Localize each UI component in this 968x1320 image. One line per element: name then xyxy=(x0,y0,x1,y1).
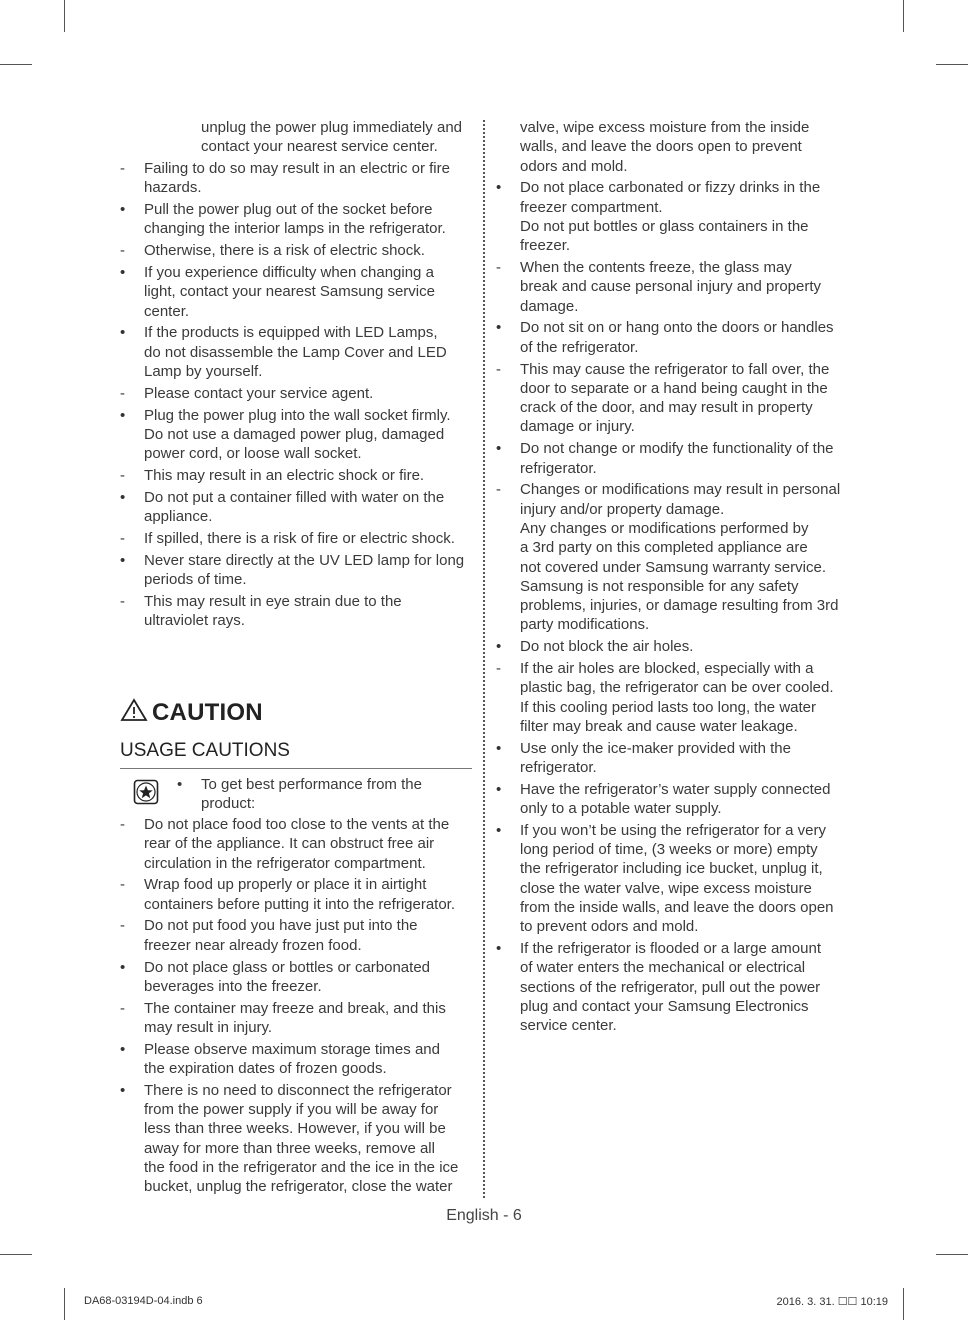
text-line: from the inside walls, and leave the doors open xyxy=(520,899,834,917)
text-line: freezer compartment. xyxy=(520,198,663,216)
dash-item xyxy=(118,916,474,955)
text-line: Plug the power plug into the wall socket firmly. xyxy=(144,406,451,424)
text-line: less than three weeks. However, if you will be xyxy=(144,1120,446,1138)
text-line: unplug the power plug immediately and xyxy=(201,119,462,136)
dash-marker xyxy=(118,592,136,611)
bullet-item xyxy=(118,406,474,464)
bullet-marker xyxy=(494,821,512,840)
text-line: If you experience difficulty when changing a xyxy=(144,264,434,282)
text-line: If the air holes are blocked, especially with a xyxy=(520,660,814,678)
bullet-item xyxy=(118,958,474,997)
bullet-item xyxy=(494,318,850,357)
imprint-date: 2016. 3. 31. ☐☐ 10:19 xyxy=(776,1296,888,1308)
text-line: of water enters the mechanical or electrical xyxy=(520,959,806,977)
dash-item xyxy=(118,999,474,1038)
text-line: Do not put bottles or glass containers in the xyxy=(520,217,809,235)
text-line: Do not sit on or hang onto the doors or handles xyxy=(520,319,834,337)
text-line: valve, wipe excess moisture from the inside xyxy=(520,119,810,136)
dash-marker xyxy=(118,241,136,260)
text-line: may result in injury. xyxy=(144,1018,273,1036)
text-line: filter may break and cause water leakage. xyxy=(520,717,798,735)
bullet-item xyxy=(494,939,850,1035)
bullet-marker xyxy=(118,406,136,425)
text-line: refrigerator. xyxy=(520,459,597,477)
crop-mark xyxy=(0,1254,32,1255)
text-line: only to a potable water supply. xyxy=(520,800,722,818)
bullet-marker xyxy=(494,939,512,958)
warning-triangle-icon xyxy=(120,698,148,722)
text-line: Otherwise, there is a risk of electric shock. xyxy=(144,242,425,260)
bullet-item xyxy=(118,551,474,590)
right-column xyxy=(494,118,850,1038)
text-line: freezer. xyxy=(520,237,571,255)
bullet-marker xyxy=(118,551,136,570)
text-line: hazards. xyxy=(144,179,202,197)
star-note-icon xyxy=(133,779,159,805)
bullet-marker xyxy=(118,263,136,282)
caution-heading-text: CAUTION xyxy=(152,699,263,726)
dash-item xyxy=(118,529,474,548)
text-line: If spilled, there is a risk of fire or electric shock. xyxy=(144,529,455,547)
text-line: This may result in an electric shock or fire. xyxy=(144,467,425,485)
bullet-marker xyxy=(494,318,512,337)
text-line: If the products is equipped with LED Lamps, xyxy=(144,324,438,342)
text-line: Failing to do so may result in an electric or fire xyxy=(144,160,450,178)
bullet-item xyxy=(494,178,850,255)
text-line: problems, injuries, or damage resulting from 3rd xyxy=(520,597,839,615)
bullet-marker xyxy=(118,200,136,219)
bullet-marker xyxy=(494,739,512,758)
text-line: refrigerator. xyxy=(520,759,597,776)
text-line: Do not place food too close to the vents at the xyxy=(144,816,450,833)
text-line: injury and/or property damage. xyxy=(520,500,725,518)
text-line: plastic bag, the refrigerator can be over cooled. xyxy=(520,679,834,697)
text-line: Have the refrigerator’s water supply connected xyxy=(520,780,831,798)
dash-item xyxy=(494,258,850,316)
text-line: long period of time, (3 weeks or more) empty xyxy=(520,841,818,859)
text-line: Do not put food you have just put into the xyxy=(144,917,418,935)
crop-mark xyxy=(64,1288,65,1320)
text-line: There is no need to disconnect the refrigerator xyxy=(144,1081,452,1099)
dash-item xyxy=(118,592,474,631)
text-line: Please contact your service agent. xyxy=(144,384,374,402)
bullet-marker xyxy=(494,439,512,458)
bullet-marker xyxy=(494,637,512,656)
text-line: plug and contact your Samsung Electronics xyxy=(520,998,809,1016)
bullet-marker xyxy=(494,780,512,799)
crop-mark xyxy=(0,64,32,65)
bullet-marker xyxy=(118,958,136,977)
bullet-item xyxy=(118,263,474,321)
text-line: containers before putting it into the refrigerator. xyxy=(144,895,456,913)
note-line: To get best performance from the xyxy=(201,776,422,793)
text-line: freezer near already frozen food. xyxy=(144,936,362,954)
dash-item xyxy=(494,480,850,634)
text-line: Never stare directly at the UV LED lamp for long xyxy=(144,551,465,569)
text-line: walls, and leave the doors open to prevent xyxy=(520,138,802,156)
text-line: Do not block the air holes. xyxy=(520,638,694,656)
text-line: circulation in the refrigerator compartment. xyxy=(144,854,426,872)
text-line: to prevent odors and mold. xyxy=(520,918,699,936)
bullet-marker xyxy=(118,1081,136,1100)
text-line: center. xyxy=(144,302,190,320)
crop-mark xyxy=(936,64,968,65)
bullet-item xyxy=(118,323,474,381)
bullet-item xyxy=(494,821,850,937)
text-line: beverages into the freezer. xyxy=(144,977,322,995)
text-line: service center. xyxy=(520,1017,617,1035)
crop-mark xyxy=(903,1288,904,1320)
text-line: Do not change or modify the functionality of the xyxy=(520,440,834,458)
crop-mark xyxy=(64,0,65,32)
dash-marker xyxy=(118,466,136,485)
dash-item xyxy=(118,875,474,914)
text-line: periods of time. xyxy=(144,571,247,589)
text-line: the food in the refrigerator and the ice in the ice xyxy=(144,1159,459,1177)
page-number: English - 6 xyxy=(446,1207,522,1224)
text-line: do not disassemble the Lamp Cover and LED xyxy=(144,343,447,361)
text-line: door to separate or a hand being caught in the xyxy=(520,379,828,397)
bullet-item xyxy=(494,780,850,819)
dash-item xyxy=(118,241,474,260)
text-line: Samsung is not responsible for any safety xyxy=(520,577,799,595)
text-line: If the refrigerator is flooded or a large amount xyxy=(520,940,821,958)
bullet-marker xyxy=(494,178,512,197)
dash-item xyxy=(118,466,474,485)
dash-marker xyxy=(494,258,512,277)
note-line: product: xyxy=(201,795,256,813)
text-line: away for more than three weeks, remove all xyxy=(144,1139,435,1157)
crop-mark xyxy=(903,0,904,32)
text-line: bucket, unplug the refrigerator, close the water xyxy=(144,1178,453,1196)
text-line: sections of the refrigerator, pull out the power xyxy=(520,978,821,996)
text-line: odors and mold. xyxy=(520,157,628,175)
text-line: This may result in eye strain due to the xyxy=(144,592,402,610)
text-line: close the water valve, wipe excess moisture xyxy=(520,879,812,897)
text-line: of the refrigerator. xyxy=(520,338,639,356)
text-line: the expiration dates of frozen goods. xyxy=(144,1060,387,1078)
text-line: light, contact your nearest Samsung service xyxy=(144,283,435,301)
text-line: break and cause personal injury and property xyxy=(520,278,822,296)
dash-marker xyxy=(118,384,136,403)
left-column-top xyxy=(118,118,474,633)
dash-marker xyxy=(494,360,512,379)
text-line: Use only the ice-maker provided with the xyxy=(520,739,791,757)
text-line: the refrigerator including ice bucket, unplug it, xyxy=(520,860,823,878)
heading-rule xyxy=(120,768,472,769)
text-line: party modifications. xyxy=(520,616,650,634)
text-line: Any changes or modifications performed by xyxy=(520,519,809,537)
paragraph-item xyxy=(118,118,474,157)
text-line: crack of the door, and may result in property xyxy=(520,399,813,417)
text-line: rear of the appliance. It can obstruct free air xyxy=(144,835,435,853)
dash-item xyxy=(118,159,474,198)
dash-item xyxy=(494,659,850,736)
text-line: This may cause the refrigerator to fall over, the xyxy=(520,360,830,378)
text-line: ultraviolet rays. xyxy=(144,612,245,630)
dash-marker xyxy=(118,875,136,894)
left-column-bottom xyxy=(118,815,474,1199)
dash-marker xyxy=(494,659,512,678)
text-line: Wrap food up properly or place it in airtight xyxy=(144,876,427,894)
text-line: from the power supply if you will be away for xyxy=(144,1101,439,1119)
text-line: If you won’t be using the refrigerator for a very xyxy=(520,821,826,839)
bullet-item xyxy=(494,637,850,656)
usage-cautions-heading: USAGE CAUTIONS xyxy=(120,740,290,761)
dash-marker xyxy=(118,529,136,548)
crop-mark xyxy=(936,1254,968,1255)
imprint-file: DA68-03194D-04.indb 6 xyxy=(84,1295,203,1307)
column-divider xyxy=(483,120,485,1198)
bullet-item xyxy=(118,488,474,527)
dash-marker xyxy=(118,815,136,834)
dash-item xyxy=(118,384,474,403)
text-line: damage or injury. xyxy=(520,418,635,436)
dash-item xyxy=(494,360,850,437)
bullet-item xyxy=(494,439,850,478)
dash-marker xyxy=(118,916,136,935)
text-line: Do not place carbonated or fizzy drinks in the xyxy=(520,179,821,197)
text-line: contact your nearest service center. xyxy=(201,138,438,156)
text-line: Do not put a container filled with water on the xyxy=(144,488,445,506)
text-line: Changes or modifications may result in personal xyxy=(520,481,841,499)
text-line: power cord, or loose wall socket. xyxy=(144,445,362,463)
text-line: Do not place glass or bottles or carbonated xyxy=(144,958,431,976)
text-line: If this cooling period lasts too long, the water xyxy=(520,698,817,716)
text-line: Pull the power plug out of the socket before xyxy=(144,201,433,219)
text-line: a 3rd party on this completed appliance are xyxy=(520,539,808,557)
text-line: changing the interior lamps in the refrigerator. xyxy=(144,220,446,238)
paragraph-item xyxy=(494,118,850,176)
text-line: The container may freeze and break, and this xyxy=(144,999,446,1017)
bullet-marker xyxy=(118,323,136,342)
text-line: appliance. xyxy=(144,508,213,526)
text-line: Do not use a damaged power plug, damaged xyxy=(144,425,445,443)
dash-marker xyxy=(118,159,136,178)
text-line: When the contents freeze, the glass may xyxy=(520,259,792,277)
bullet-marker xyxy=(118,488,136,507)
text-line: Please observe maximum storage times and xyxy=(144,1040,440,1058)
caution-heading xyxy=(120,698,263,727)
bullet-item xyxy=(494,739,850,778)
note-block xyxy=(174,775,464,814)
note-bullet: • xyxy=(177,776,183,793)
text-line: Lamp by yourself. xyxy=(144,363,263,381)
dash-marker xyxy=(494,480,512,499)
text-line: not covered under Samsung warranty service. xyxy=(520,558,826,576)
dash-item xyxy=(118,815,474,873)
bullet-item xyxy=(118,1040,474,1079)
bullet-item xyxy=(118,200,474,239)
dash-marker xyxy=(118,999,136,1018)
bullet-marker xyxy=(118,1040,136,1059)
bullet-item xyxy=(118,1081,474,1197)
text-line: damage. xyxy=(520,297,579,315)
